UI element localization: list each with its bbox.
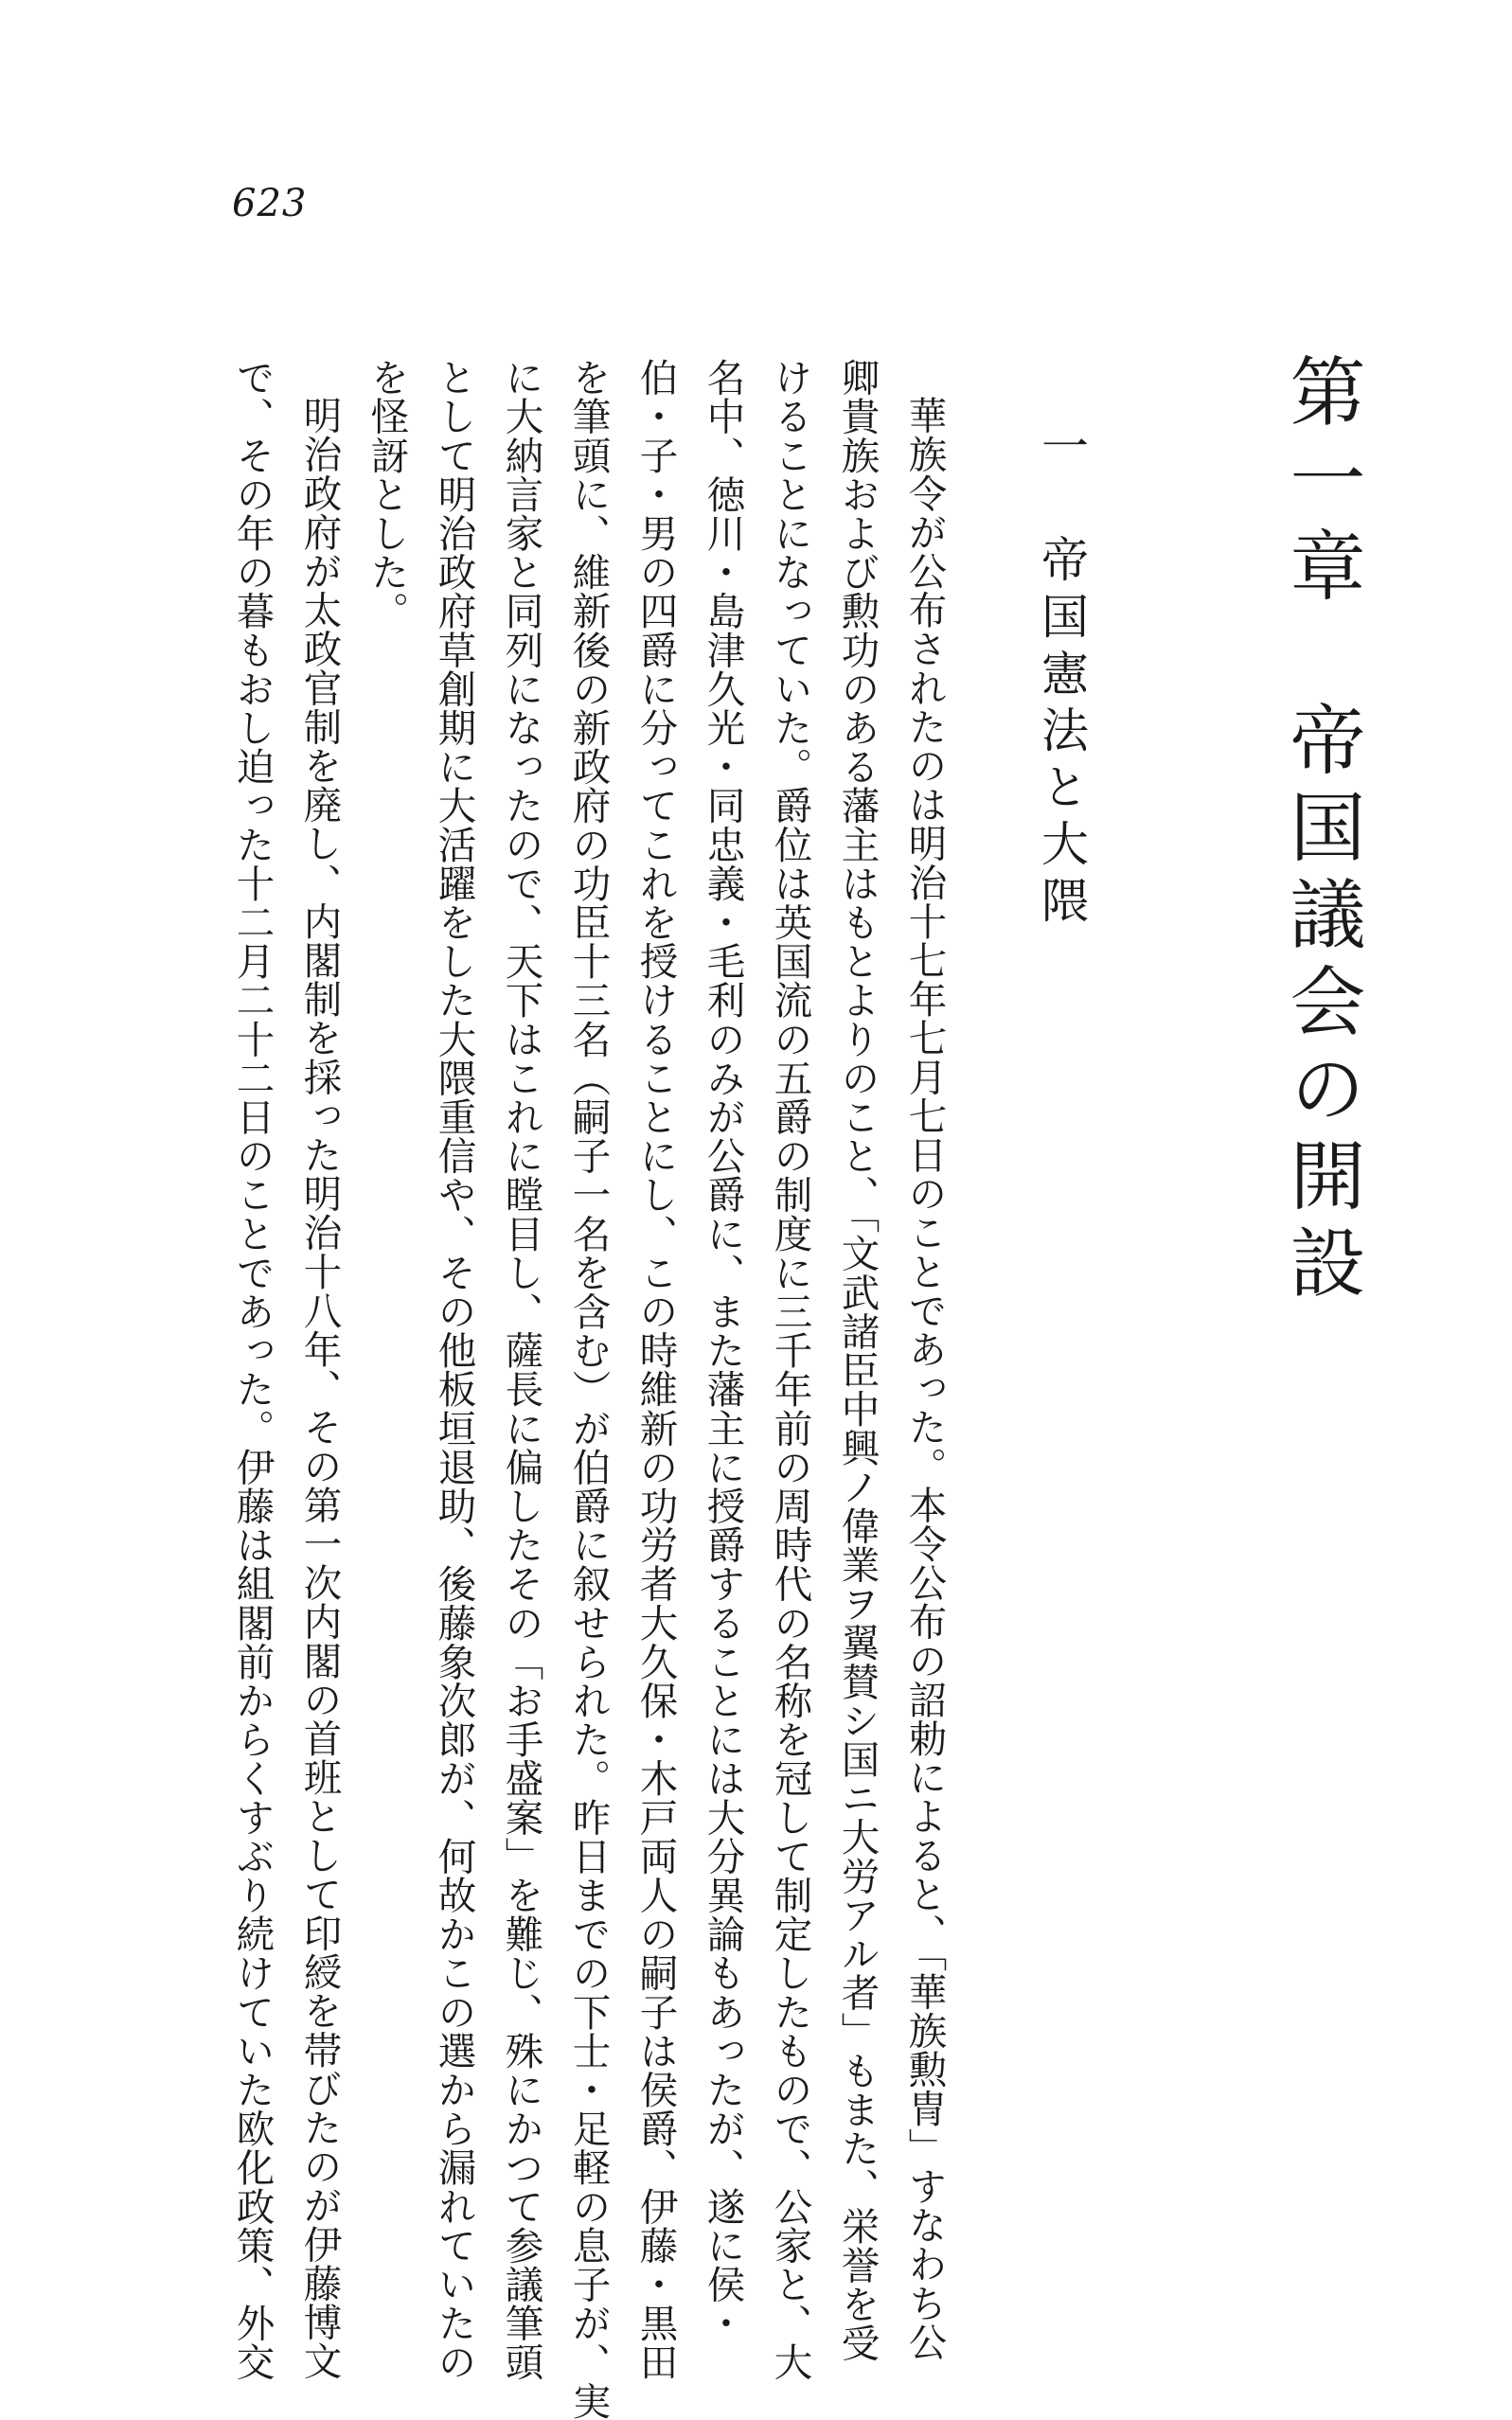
body-column: 伯・子・男の四爵に分ってこれを授けることにし、この時維新の功労者大久保・木戸両人の嗣子は侯爵、伊藤・黒田 (632, 358, 679, 2382)
page-number: 623 (232, 182, 308, 225)
body-column: 明治政府が太政官制を廃し、内閣制を採った明治十八年、その第一次内閣の首班として印綬を帯びたのが伊藤博文 (296, 396, 343, 2381)
body-column: を怪訝とした。 (364, 358, 410, 631)
body-column: に大納言家と同列になったので、天下はこれに瞠目し、薩長に偏したその「お手盛案」を難じ、殊にかつて参議筆頭 (498, 358, 544, 2382)
section-title: 一 帝国憲法と大隈 (1034, 421, 1089, 933)
body-column: 卿貴族および勲功のある藩主はもとよりのこと、「文武諸臣中興ノ偉業ヲ翼賛シ国ニ大労アル者」もまた、栄誉を受 (834, 358, 881, 2362)
chapter-title: 第一章 帝国議会の開設 (1277, 352, 1365, 1310)
body-column: で、その年の暮もおし迫った十二月二十二日のことであった。伊藤は組閣前からくすぶり続けていた欧化政策、外交 (229, 358, 276, 2382)
body-column: 華族令が公布されたのは明治十七年七月七日のことであった。本令公布の詔勅によると、「華族勲冑」すなわち公 (901, 396, 948, 2361)
body-column: を筆頭に、維新後の新政府の功臣十三名（嗣子一名を含む）が伯爵に叙せられた。昨日までの下士・足軽の息子が、実 (565, 358, 612, 2420)
body-column: 名中、徳川・島津久光・同忠義・毛利のみが公爵に、また藩主に授爵することには大分異論もあったが、遂に侯・ (700, 358, 746, 2343)
body-column: けることになっていた。爵位は英国流の五爵の制度に三千年前の周時代の名称を冠して制定したもので、公家と、大 (767, 358, 813, 2382)
body-column: として明治政府草創期に大活躍をした大隈重信や、その他板垣退助、後藤象次郎が、何故かこの選から漏れていたの (431, 358, 477, 2382)
